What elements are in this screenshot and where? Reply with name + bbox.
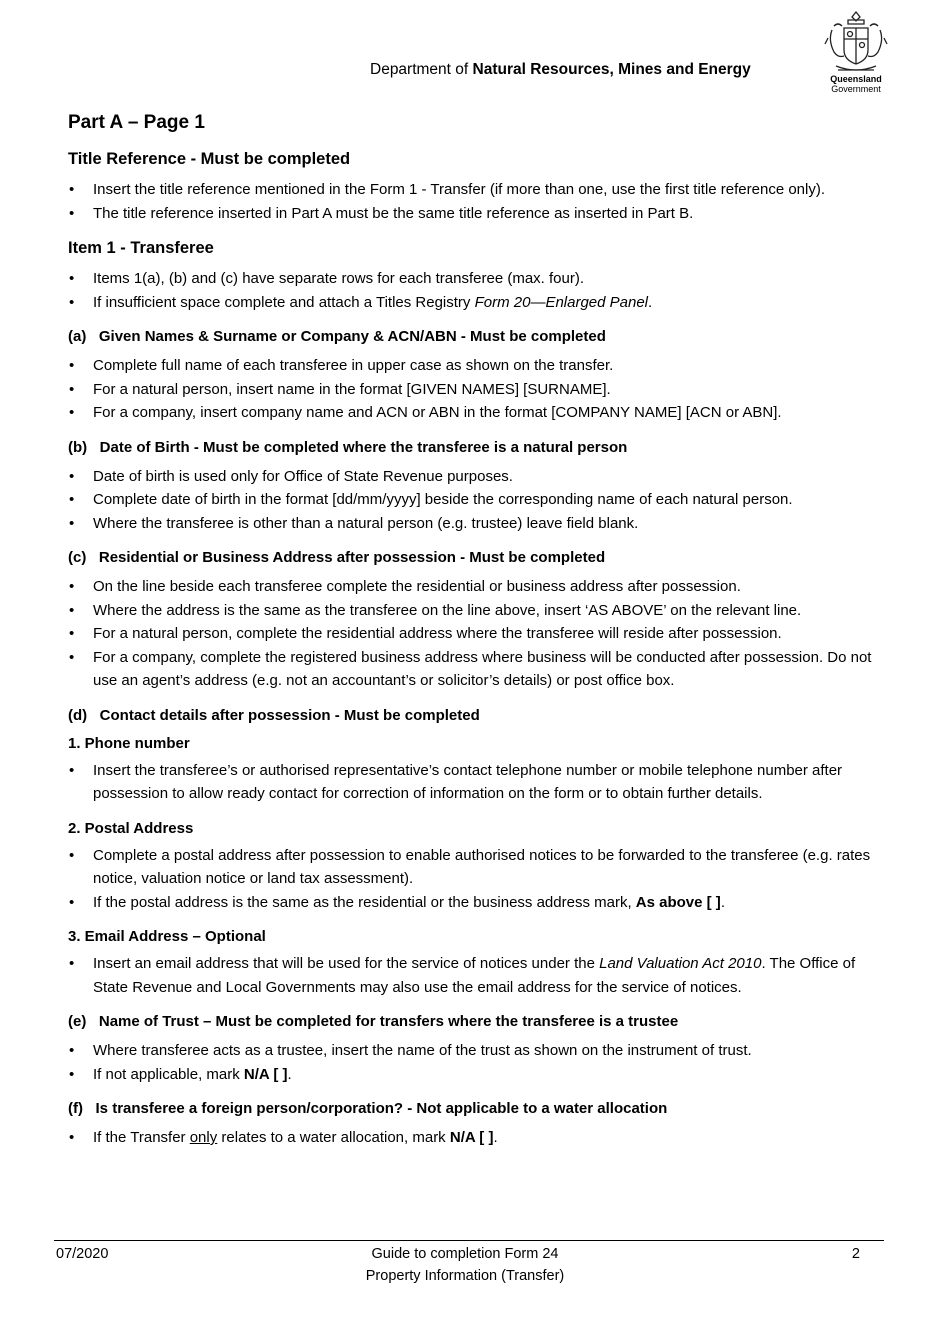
footer-title [340,1243,590,1287]
list-item: • On the line beside each transferee complete the residential or business address after possession. [68,575,888,599]
list-item: • For a company, insert company name and ACN or ABN in the format [COMPANY NAME] [ACN or ABN]. [68,401,888,425]
section-f-heading [68,1098,888,1120]
section-d-heading [68,705,888,727]
postal-address-heading: 2. Postal Address [68,819,194,837]
section-title: Is transferee a foreign person/corporation? - Not applicable to a water allocation [95,1100,668,1117]
list-item: • Where the address is the same as the transferee on the line above, insert ‘AS ABOVE’ on the relevant line. [68,599,888,623]
list-item: • Items 1(a), (b) and (c) have separate rows for each transferee (max. four). [68,267,888,291]
section-title: Contact details after possession - Must be completed [99,706,480,724]
text: . [720,893,725,911]
list-item: • The title reference inserted in Part A must be the same title reference as inserted in Part B. [68,202,888,226]
queensland-government-logo [822,8,890,96]
main-content [68,110,888,1162]
act-reference: Land Valuation Act 2010 [599,955,762,972]
list-item: • For a company, complete the registered business address where business will be conducted after possession. Do not use an agent’s address (e.g. not an accountant’s or solicitor’s details) or post office box. [68,646,888,693]
list-item [68,952,888,999]
list-item: • Insert the transferee’s or authorised representative’s contact telephone number or mobile telephone number after possession to allow ready contact for correction of information on the form or to obtain further details. [68,759,888,806]
footer-date: 07/2020 [56,1246,109,1262]
section-title: Given Names & Surname or Company & ACN/ABN - Must be completed [98,328,606,345]
title-reference-list [68,178,888,225]
text: . [493,1129,498,1146]
page-title: Part A – Page 1 [68,112,205,133]
footer-title-line-1: Guide to completion Form 24 [371,1246,559,1262]
text: If the postal address is the same as the residential or the business address mark, [93,893,636,911]
list-item [68,1063,888,1087]
coat-of-arms-icon [822,8,890,76]
phone-number-list [68,759,888,806]
footer-divider [54,1240,884,1241]
list-item [68,891,888,915]
section-e-list [68,1039,888,1086]
section-label: (c) [68,549,87,566]
form-20-reference: Form 20—Enlarged Panel [474,293,649,311]
list-item: • Date of birth is used only for Office of State Revenue purposes. [68,465,888,489]
text: relates to a water allocation, mark [217,1129,450,1146]
text: If not applicable, mark [93,1065,244,1083]
department-header [370,61,751,79]
section-c-heading [68,547,888,569]
list-item: • Where the transferee is other than a natural person (e.g. trustee) leave field blank. [68,512,888,536]
na-checkbox-text: N/A [ ] [243,1065,288,1083]
section-b-heading [68,437,888,459]
item-1-heading: Item 1 - Transferee [68,239,214,257]
section-f-list [68,1126,888,1150]
section-title: Date of Birth - Must be completed where the transferee is a natural person [99,438,628,456]
section-label: (b) [68,438,88,456]
list-item: • Complete full name of each transferee in upper case as shown on the transfer. [68,354,888,378]
only-underlined: only [189,1129,218,1146]
text: . [287,1065,292,1083]
section-a-list [68,354,888,425]
list-item: • Complete date of birth in the format [dd/mm/yyyy] beside the corresponding name of each natural person. [68,488,888,512]
email-address-list [68,952,888,999]
list-item [68,291,888,315]
footer-title-line-2: Property Information (Transfer) [365,1268,565,1284]
list-item: • For a natural person, insert name in the format [GIVEN NAMES] [SURNAME]. [68,378,888,402]
page-number: 2 [851,1246,860,1262]
section-label: (f) [68,1100,83,1117]
item-1-list [68,267,888,314]
list-item: • Insert the title reference mentioned in the Form 1 - Transfer (if more than one, use the first title reference only). [68,178,888,202]
logo-text-queensland: Queensland [830,74,882,84]
text: If insufficient space complete and attach a Titles Registry [93,293,475,311]
text: If the Transfer [93,1129,190,1146]
list-item [68,1126,888,1150]
title-reference-heading: Title Reference - Must be completed [68,150,351,168]
section-b-list [68,465,888,536]
postal-address-list [68,844,888,915]
logo-text-government: Government [831,84,881,94]
email-address-heading: 3. Email Address – Optional [68,928,266,945]
section-c-list [68,575,888,693]
section-e-heading [68,1011,888,1033]
section-title: Residential or Business Address after possession - Must be completed [98,549,606,566]
list-item: • For a natural person, complete the residential address where the transferee will reside after possession. [68,622,888,646]
text: . [648,293,653,311]
section-title: Name of Trust – Must be completed for transfers where the transferee is a trustee [98,1013,679,1030]
department-prefix: Department of [370,61,473,78]
section-label: (d) [68,706,88,724]
list-item: • Where transferee acts as a trustee, insert the name of the trust as shown on the instrument of trust. [68,1039,888,1063]
na-checkbox-text: N/A [ ] [449,1129,494,1146]
section-label: (a) [68,328,87,345]
text: . The Office of State Revenue and Local Governments may also use the email address for the service of notices. [93,955,856,996]
section-label: (e) [68,1013,87,1030]
phone-number-heading: 1. Phone number [68,734,190,752]
text: Insert an email address that will be used for the service of notices under the [93,955,600,972]
department-name: Natural Resources, Mines and Energy [472,61,751,78]
as-above-checkbox-text: As above [ ] [635,893,721,911]
section-a-heading [68,326,888,348]
list-item: • Complete a postal address after possession to enable authorised notices to be forwarded to the transferee (e.g. rates notice, valuation notice or land tax assessment). [68,844,888,891]
